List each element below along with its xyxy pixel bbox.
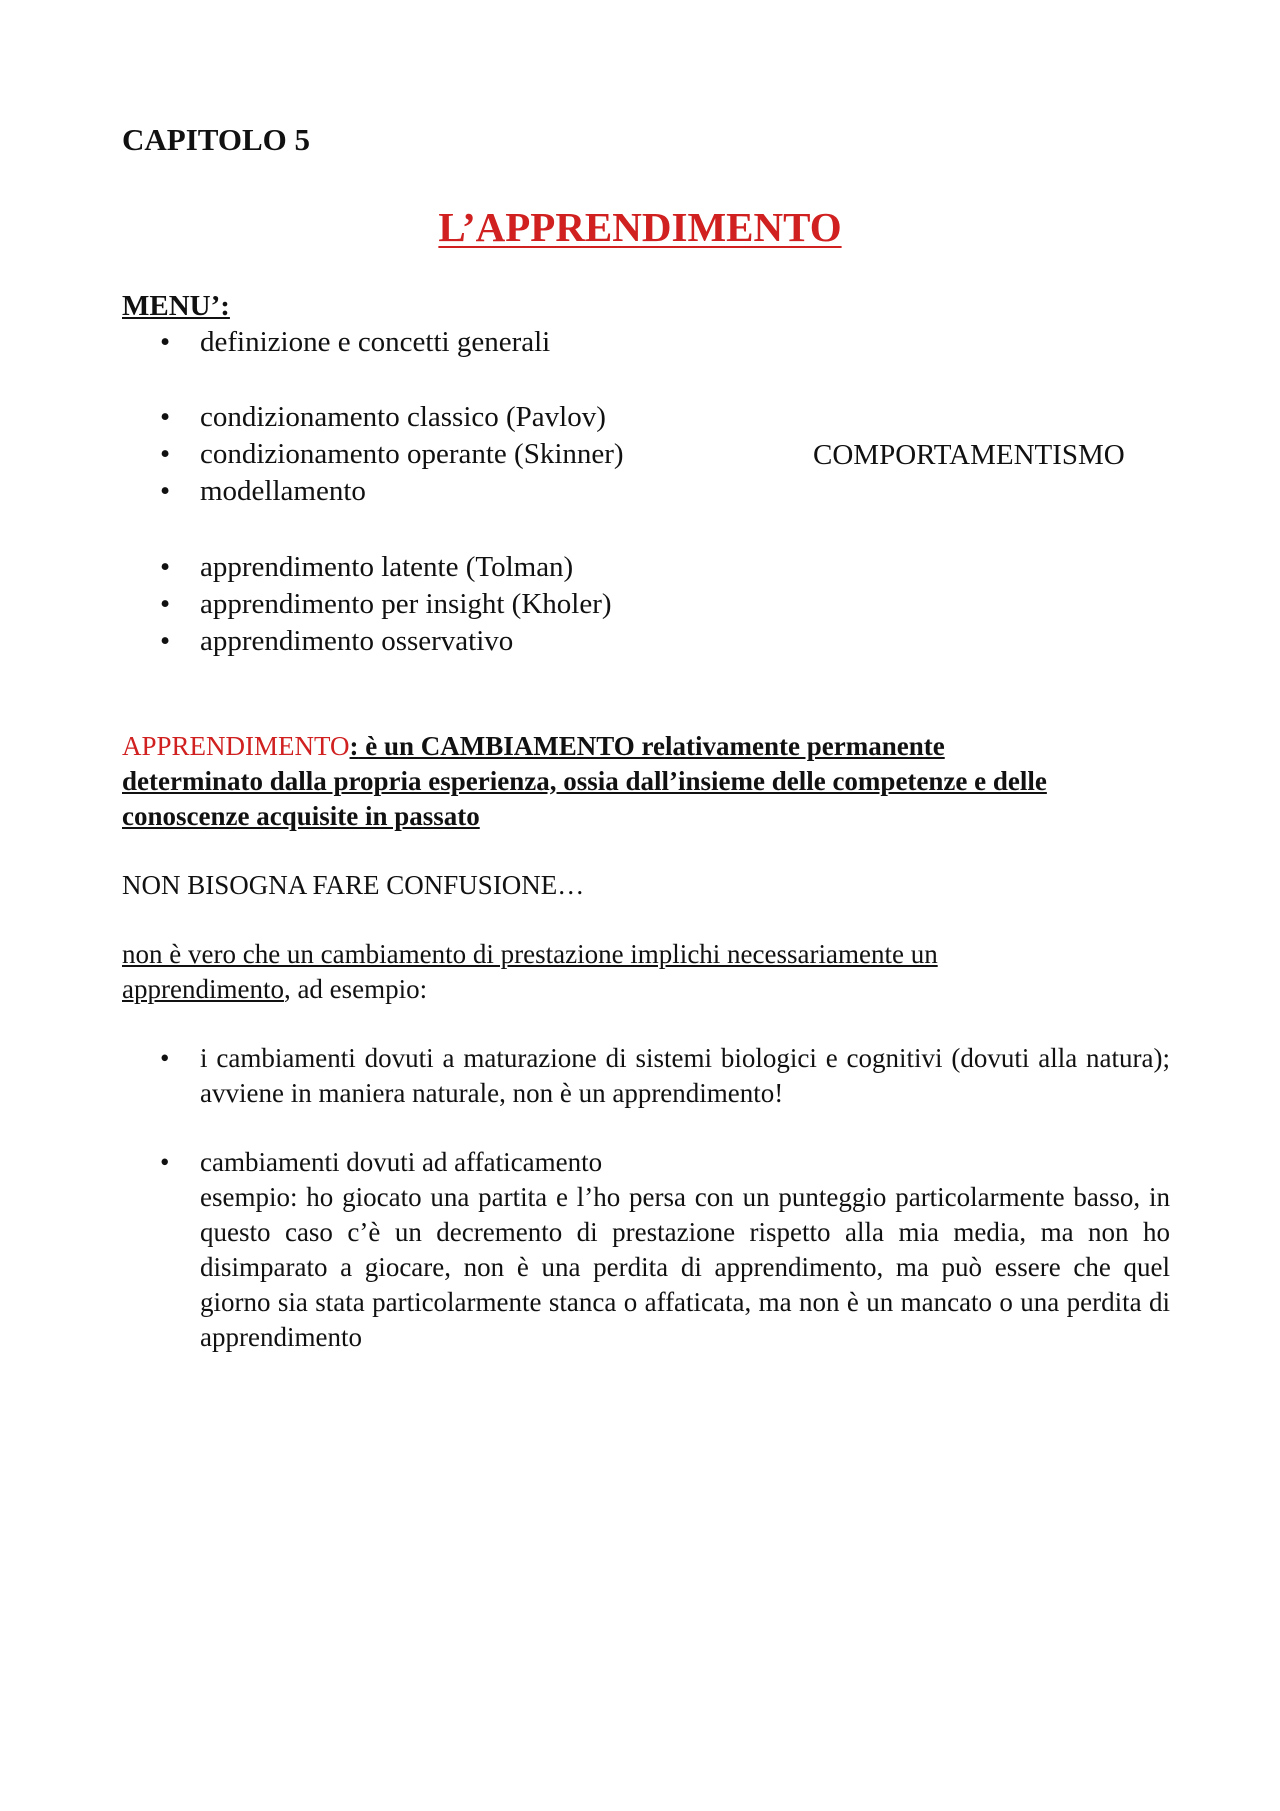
chapter-heading: CAPITOLO 5 [122, 122, 311, 157]
bullet-icon: • [160, 326, 171, 358]
bullet-icon: • [160, 475, 171, 507]
definition-line-3: conoscenze acquisite in passato [122, 801, 480, 831]
bullet-icon: • [160, 551, 171, 583]
bullet-icon: • [160, 625, 171, 657]
menu-item-label: condizionamento operante (Skinner) [200, 438, 624, 470]
example-text: i cambiamenti dovuti a maturazione di sistemi biologici e cognitivi (dovuti alla natura); avviene in maniera naturale, non è un apprendimento! [200, 1043, 1170, 1108]
intro-line-2 [122, 972, 427, 1007]
menu-item-label: apprendimento latente (Tolman) [200, 551, 574, 583]
definition-colon: : [349, 731, 359, 761]
menu-heading: MENU’: [122, 290, 230, 322]
definition-line-1 [122, 729, 945, 764]
bullet-icon: • [160, 588, 171, 620]
bullet-icon: • [160, 438, 171, 470]
menu-item-label: definizione e concetti generali [200, 326, 551, 358]
menu-item-label: apprendimento per insight (Kholer) [200, 588, 612, 620]
intro-rest: , ad esempio: [283, 974, 428, 1004]
definition-text-1: è un CAMBIAMENTO relativamente permanente [358, 731, 945, 761]
behaviorism-label: COMPORTAMENTISMO [813, 439, 1125, 471]
menu-item-label: condizionamento classico (Pavlov) [200, 401, 606, 433]
example-heading: cambiamenti dovuti ad affaticamento [200, 1147, 603, 1177]
bullet-icon: • [160, 401, 171, 433]
menu-item-label: modellamento [200, 475, 366, 507]
menu-item-label: apprendimento osservativo [200, 625, 514, 657]
bullet-icon: • [160, 1147, 170, 1177]
example-text: esempio: ho giocato una partita e l’ho persa con un punteggio particolarmente basso, in questo caso c’è un decremento di prestazione rispetto alla mia media, ma non ho disimparato a giocare, non è una perdita di apprendimento, ma può essere che quel giorno sia stata particolarmente stanca o affaticata, ma non è un mancato o una perdita di apprendimento [200, 1182, 1170, 1352]
definition-term: APPRENDIMENTO [122, 731, 350, 761]
intro-line-1: non è vero che un cambiamento di prestazione implichi necessariamente un [122, 939, 938, 969]
warning-text: NON BISOGNA FARE CONFUSIONE… [122, 870, 585, 900]
intro-underlined-word: apprendimento [122, 974, 284, 1004]
page-title: L’APPRENDIMENTO [438, 204, 842, 250]
bullet-icon: • [160, 1043, 170, 1073]
definition-line-2: determinato dalla propria esperienza, ossia dall’insieme delle competenze e delle [122, 766, 1047, 796]
